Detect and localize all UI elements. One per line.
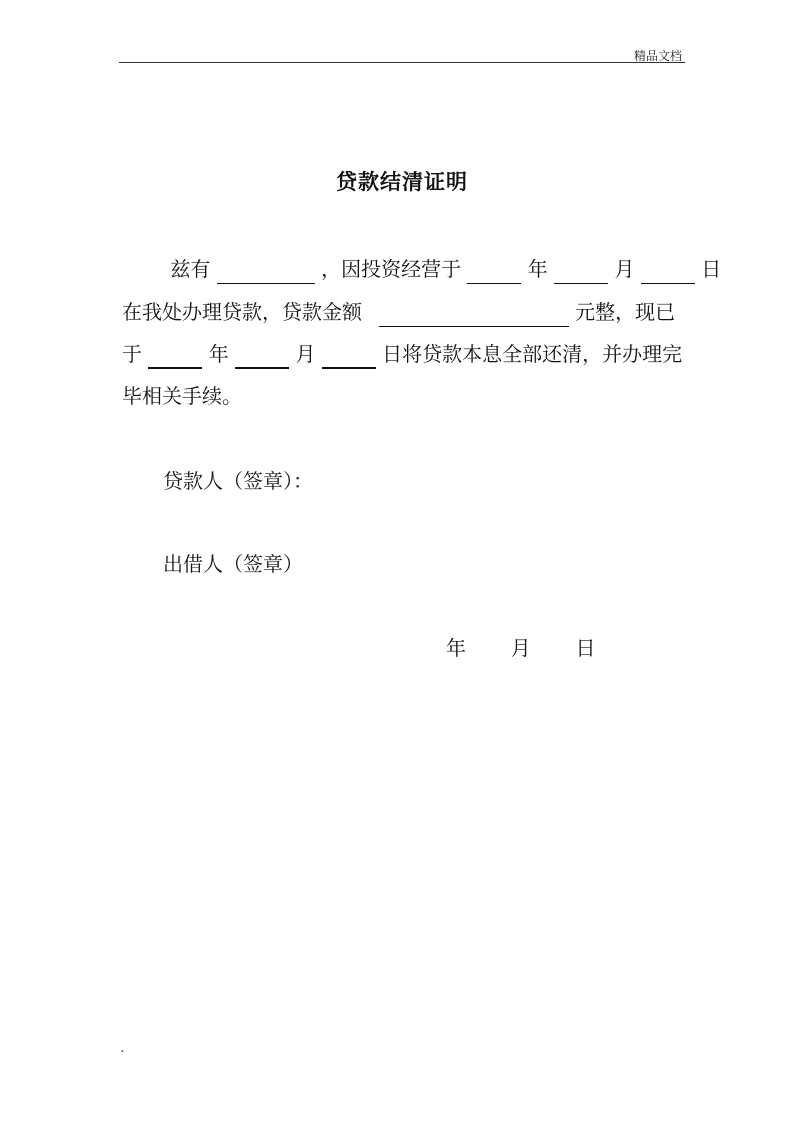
repay-day-blank[interactable] [322,344,376,369]
date-day-label: 日 [575,636,596,660]
date-month-label: 月 [510,636,531,660]
text-year-2: 年 [208,342,229,366]
footer-mark: . [120,1040,125,1056]
name-blank[interactable] [217,260,315,284]
header-label: 精品文档 [633,49,682,63]
amount-blank[interactable] [379,303,569,327]
paragraph-line-1 [122,254,721,284]
start-day-blank[interactable] [641,260,695,284]
borrower-signature-label: 出借人（签章） [163,552,303,576]
paragraph-line-4 [122,381,242,411]
paragraph-line-2 [122,297,675,327]
start-month-blank[interactable] [554,260,608,284]
text-year: 年 [527,257,548,281]
repay-year-blank[interactable] [148,344,202,369]
text-day: 日 [701,257,722,281]
text-loan-amount: 在我处办理贷款，贷款金额 [122,300,362,324]
paragraph-line-3 [122,339,682,369]
document-title: 贷款结清证明 [336,170,468,194]
text-procedures: 毕相关手续。 [122,384,242,408]
header-rule [119,62,685,63]
lender-signature-label: 贷款人（签章）： [163,469,313,493]
repay-month-blank[interactable] [235,344,289,369]
text-month: 月 [614,257,635,281]
text-month-2: 月 [295,342,316,366]
signature-date-line [446,633,595,663]
text-yu: 于 [122,342,142,366]
text-zi-you: 兹有 [170,257,211,281]
text-repaid: 日将贷款本息全部还清，并办理完 [382,342,683,366]
start-year-blank[interactable] [467,260,521,284]
date-year-label: 年 [446,636,466,660]
text-because: ，因投资经营于 [321,257,462,281]
text-yuan: 元整，现已 [575,300,676,324]
